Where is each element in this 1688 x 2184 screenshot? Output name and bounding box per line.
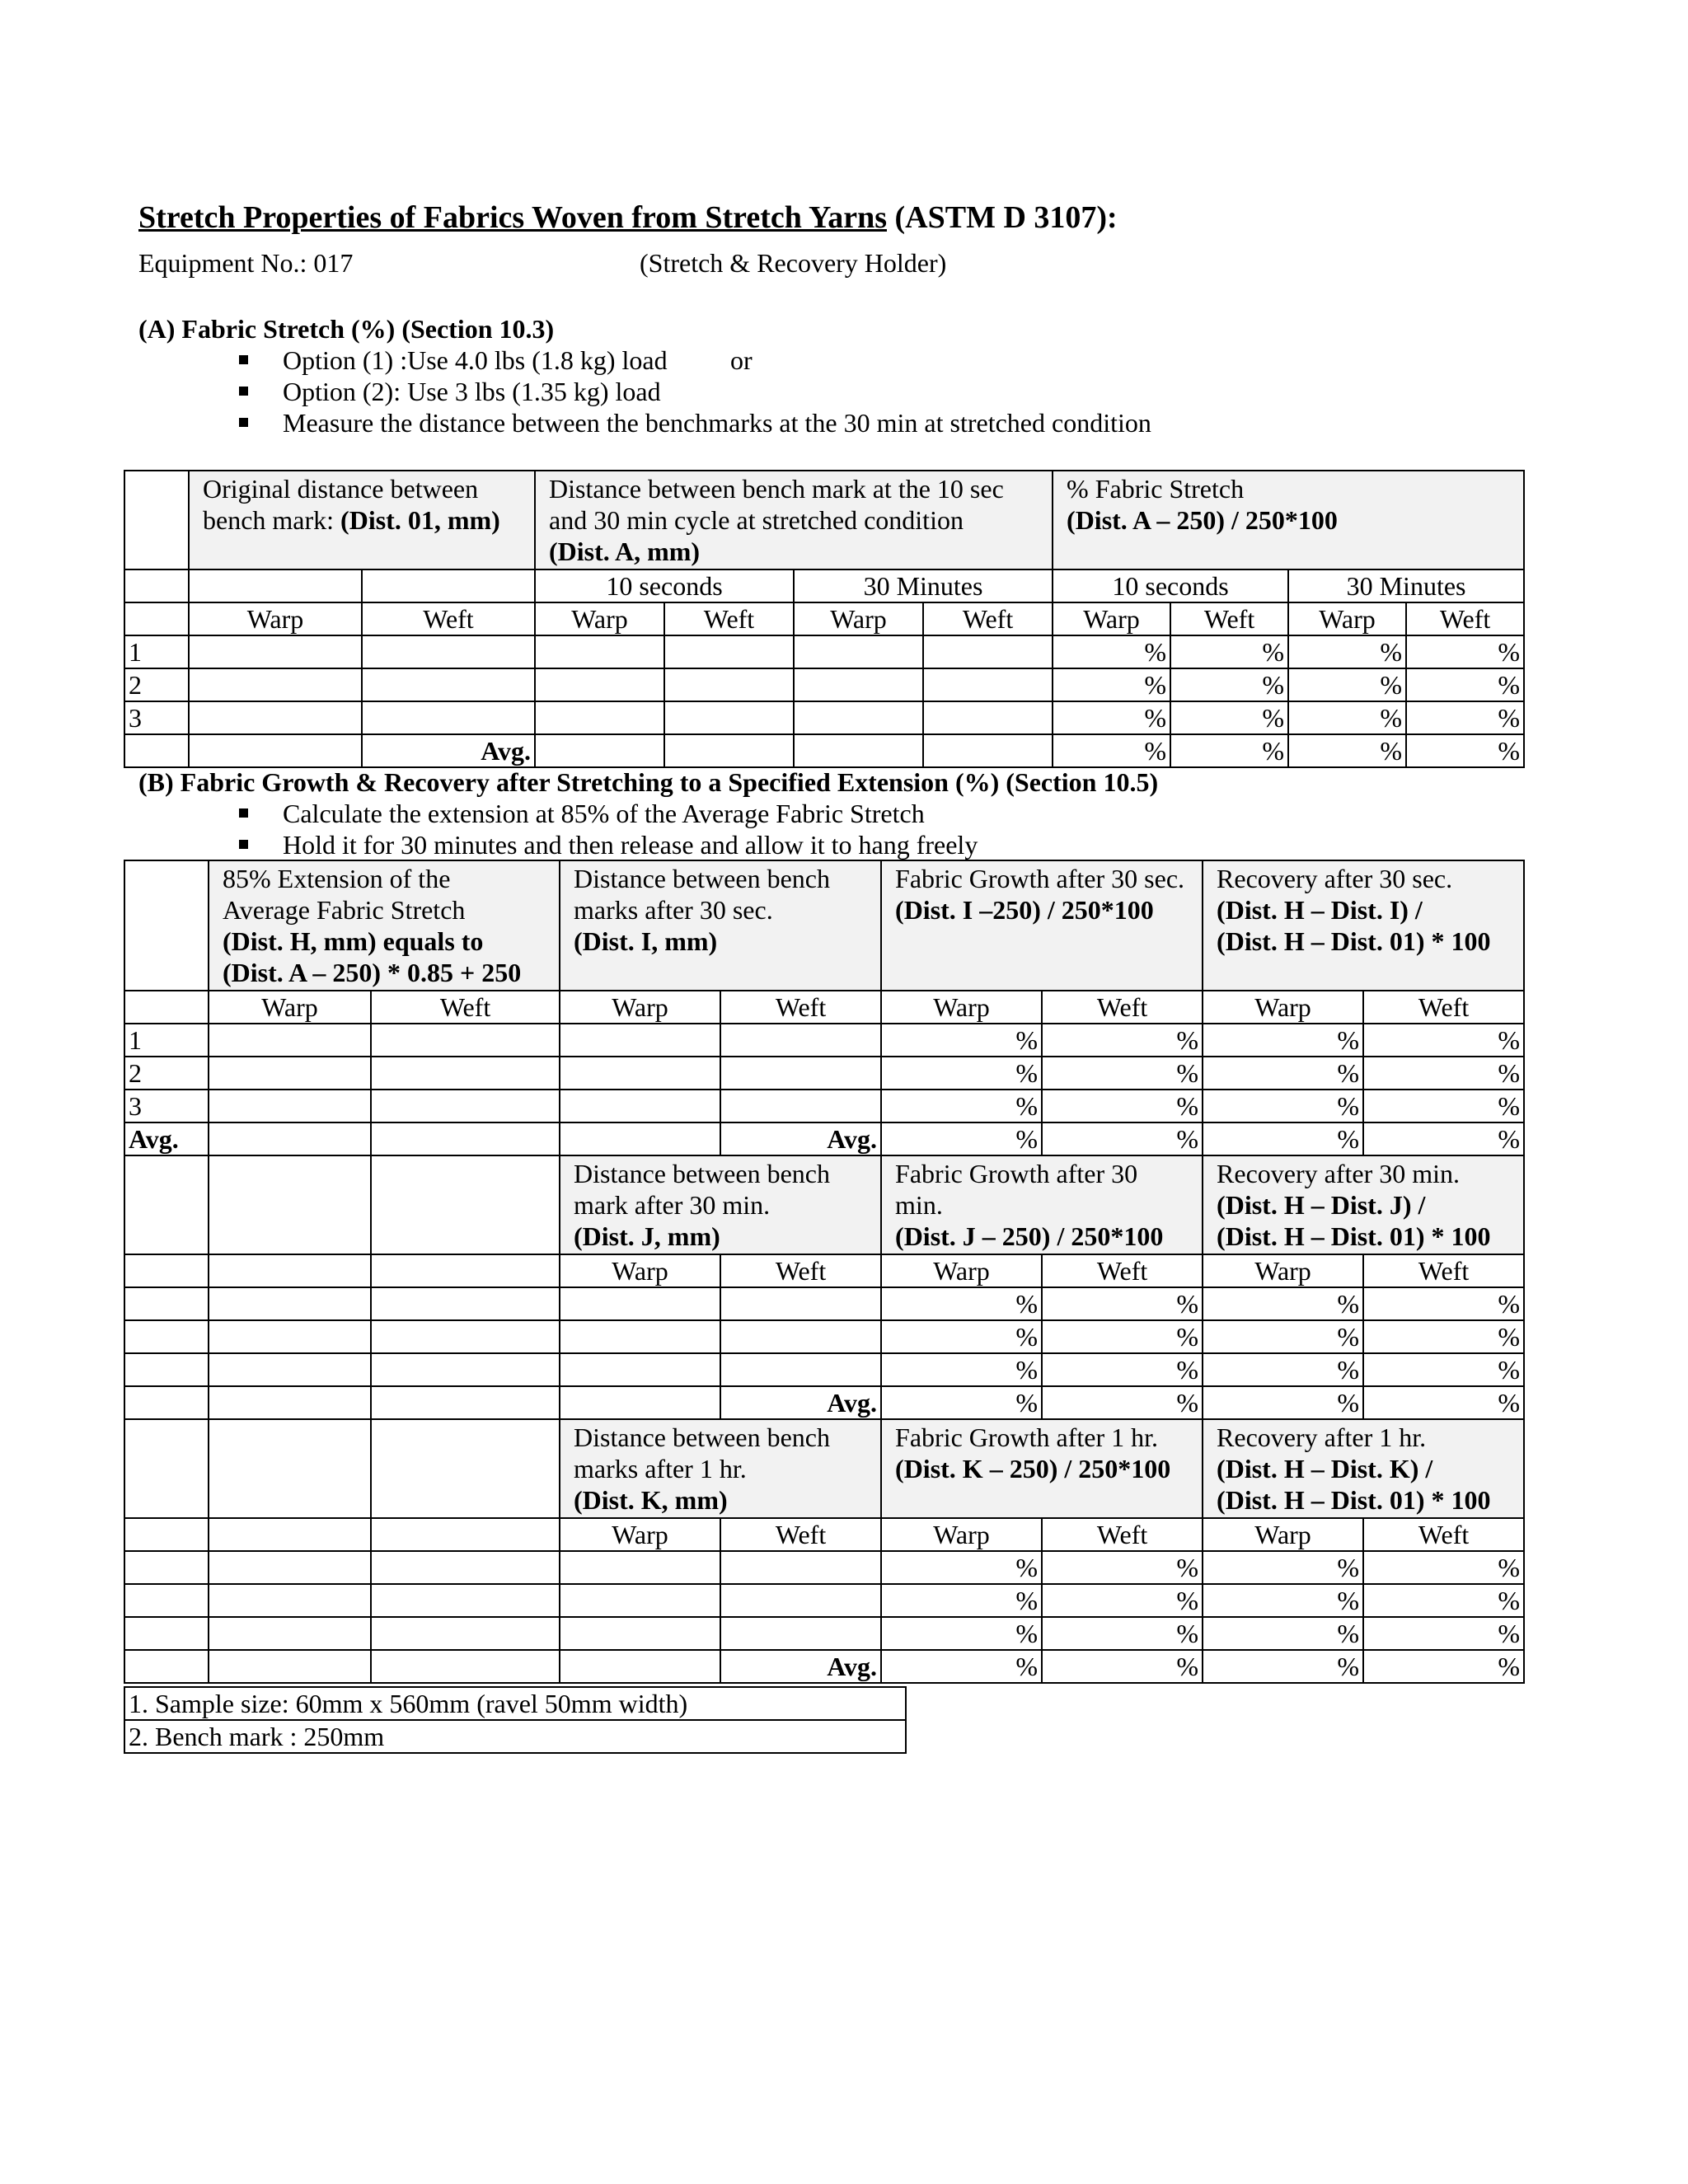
table-cell[interactable] <box>720 1320 881 1353</box>
header-text: Recovery after 30 sec. <box>1217 864 1453 893</box>
table-cell: Warp <box>189 602 362 635</box>
table-cell[interactable] <box>209 1057 371 1090</box>
distance-k-header <box>560 1419 881 1518</box>
table-cell: % <box>1363 1353 1524 1386</box>
header-text: (Dist. H – Dist. I) / <box>1217 895 1423 925</box>
table-cell: % <box>881 1353 1042 1386</box>
table-cell: % <box>1203 1122 1363 1155</box>
section-b-heading: (B) Fabric Growth & Recovery after Stretching to a Specified Extension (%) (Section 10.5) <box>138 767 1159 797</box>
table-cell[interactable] <box>535 734 664 767</box>
table-cell: Avg. <box>362 734 535 767</box>
table-cell: % <box>1363 1551 1524 1584</box>
table-cell: % <box>1363 1584 1524 1617</box>
avg-row <box>124 734 1524 767</box>
table-corner-cell <box>124 471 189 569</box>
table-cell <box>371 1155 560 1254</box>
table-cell: % <box>1203 1024 1363 1057</box>
header-text: (Dist. H – Dist. K) / <box>1217 1454 1433 1483</box>
table-cell <box>209 1122 371 1155</box>
distance-i-header <box>560 860 881 991</box>
table-cell: % <box>1042 1617 1203 1650</box>
table-row <box>124 1320 1524 1353</box>
table-cell: % <box>1042 1024 1203 1057</box>
table-cell[interactable] <box>794 635 923 668</box>
table-cell <box>371 1551 560 1584</box>
bullet-square-icon <box>239 418 248 427</box>
header-text: (Dist. H – Dist. 01) * 100 <box>1217 1485 1491 1515</box>
table-cell <box>209 1254 371 1287</box>
growth-1hr-header <box>881 1419 1203 1518</box>
distance-j-header <box>560 1155 881 1254</box>
table-cell: % <box>1203 1287 1363 1320</box>
growth-30m-header <box>881 1155 1203 1254</box>
header-text: bench mark: <box>203 505 341 535</box>
header-text: (Dist. H – Dist. 01) * 100 <box>1217 1221 1491 1251</box>
table-cell: % <box>1203 1090 1363 1122</box>
header-text: (Dist. A – 250) * 0.85 + 250 <box>223 958 522 987</box>
table-cell <box>124 1584 209 1617</box>
table-cell[interactable] <box>560 1024 720 1057</box>
table-cell: % <box>1042 1584 1203 1617</box>
table-row <box>124 668 1524 701</box>
table-cell: % <box>1203 1650 1363 1683</box>
table-cell: % <box>881 1584 1042 1617</box>
header-text: (Dist. I –250) / 250*100 <box>895 895 1154 925</box>
header-text: (Dist. K, mm) <box>574 1485 728 1515</box>
table-cell <box>209 1320 371 1353</box>
table-cell: % <box>881 1090 1042 1122</box>
avg-row <box>124 1650 1524 1683</box>
table-cell: Weft <box>1363 1518 1524 1551</box>
distance-a-header <box>535 471 1053 569</box>
table-cell <box>124 1353 209 1386</box>
table-header-row <box>124 471 1524 569</box>
table-cell[interactable] <box>560 1057 720 1090</box>
fabric-stretch-header <box>1053 471 1524 569</box>
header-text: Original distance between <box>203 474 479 504</box>
header-text: 85% Extension of the <box>223 864 451 893</box>
table-cell: % <box>1053 668 1170 701</box>
table-cell: Weft <box>362 602 535 635</box>
bullet-square-icon <box>239 355 248 364</box>
table-cell: 1 <box>124 1024 209 1057</box>
table-cell <box>124 602 189 635</box>
section-b-bullet: Calculate the extension at 85% of the Average Fabric Stretch <box>239 798 925 829</box>
section-a-bullet: Measure the distance between the benchmarks at the 30 min at stretched condition <box>239 407 1151 438</box>
table-cell: Weft <box>664 602 794 635</box>
table-cell <box>209 1617 371 1650</box>
table-cell: % <box>1053 734 1170 767</box>
note-bench-mark: 2. Bench mark : 250mm <box>124 1720 906 1753</box>
table-cell: Warp <box>1053 602 1170 635</box>
table-cell: Weft <box>1170 602 1288 635</box>
table-cell <box>371 1320 560 1353</box>
header-text: Distance between bench marks after 1 hr. <box>574 1422 830 1483</box>
table-cell <box>209 1584 371 1617</box>
table-cell: 3 <box>124 1090 209 1122</box>
section-a-heading: (A) Fabric Stretch (%) (Section 10.3) <box>138 314 555 344</box>
header-text: (Dist. I, mm) <box>574 926 718 956</box>
document-title <box>138 199 1118 236</box>
table-cell <box>560 1650 720 1683</box>
table-cell: % <box>1363 1320 1524 1353</box>
header-text: Fabric Growth after 1 hr. <box>895 1422 1159 1452</box>
table-cell <box>209 1551 371 1584</box>
header-text: Recovery after 30 min. <box>1217 1159 1461 1188</box>
dist-a-30m: 30 Minutes <box>794 569 1053 602</box>
table-cell <box>371 1287 560 1320</box>
table-cell[interactable] <box>535 635 664 668</box>
table-cell: Warp <box>535 602 664 635</box>
table-cell: Weft <box>1406 602 1524 635</box>
header-text: Distance between bench mark at the 10 sec and 30 min cycle at stretched condition <box>549 474 1004 535</box>
growth-30s-header <box>881 860 1203 991</box>
table-cell: Warp <box>881 1254 1042 1287</box>
table-row <box>124 1353 1524 1386</box>
table-cell[interactable] <box>371 1024 560 1057</box>
table-cell <box>209 1353 371 1386</box>
table-cell <box>209 1386 371 1419</box>
table-cell: % <box>1406 668 1524 701</box>
table-cell: 1 <box>124 635 189 668</box>
table-cell: % <box>1170 668 1288 701</box>
table-cell[interactable] <box>720 1090 881 1122</box>
table-cell[interactable] <box>794 734 923 767</box>
note-sample-size: 1. Sample size: 60mm x 560mm (ravel 50mm width) <box>124 1687 906 1720</box>
table-cell <box>371 1353 560 1386</box>
table-cell[interactable] <box>362 635 535 668</box>
table-cell: % <box>1042 1386 1203 1419</box>
table-cell: % <box>1170 635 1288 668</box>
table-cell: Warp <box>209 991 371 1024</box>
table-cell: Warp <box>1203 1518 1363 1551</box>
table-cell <box>124 1320 209 1353</box>
table-cell: Avg. <box>124 1122 209 1155</box>
bullet-square-icon <box>239 840 248 849</box>
table-cell <box>124 1155 209 1254</box>
header-text: (Dist. 01, mm) <box>340 505 500 535</box>
table-cell: Weft <box>720 1254 881 1287</box>
table-cell: % <box>1363 1617 1524 1650</box>
table-cell[interactable] <box>720 1551 881 1584</box>
table-cell <box>189 734 362 767</box>
growth-recovery-table <box>124 860 1525 1684</box>
table-cell: % <box>1203 1057 1363 1090</box>
table-cell[interactable] <box>664 734 794 767</box>
table-cell: % <box>1203 1386 1363 1419</box>
table-cell: Weft <box>720 1518 881 1551</box>
notes-table <box>124 1686 907 1754</box>
table-cell[interactable] <box>720 1353 881 1386</box>
table-cell: % <box>1203 1617 1363 1650</box>
table-cell: 2 <box>124 668 189 701</box>
header-text: (Dist. K – 250) / 250*100 <box>895 1454 1171 1483</box>
header-text: % Fabric Stretch <box>1067 474 1245 504</box>
table-cell <box>371 1518 560 1551</box>
table-cell: Weft <box>1042 1254 1203 1287</box>
fabric-stretch-table <box>124 470 1525 768</box>
table-cell[interactable] <box>664 701 794 734</box>
table-cell: % <box>1363 1024 1524 1057</box>
table-cell <box>124 1617 209 1650</box>
header-text: (Dist. A, mm) <box>549 537 701 566</box>
holder-label: (Stretch & Recovery Holder) <box>640 248 947 278</box>
table-cell[interactable] <box>794 701 923 734</box>
table-cell <box>124 1419 209 1518</box>
table-cell <box>124 1551 209 1584</box>
table-cell: % <box>1203 1320 1363 1353</box>
dist-a-10s: 10 seconds <box>535 569 794 602</box>
table-cell: % <box>1363 1057 1524 1090</box>
table-cell <box>560 1122 720 1155</box>
table-cell: % <box>881 1024 1042 1057</box>
table-cell[interactable] <box>189 635 362 668</box>
table-cell <box>124 1518 209 1551</box>
table-cell: % <box>1042 1057 1203 1090</box>
table-cell: % <box>881 1551 1042 1584</box>
table-cell[interactable] <box>923 734 1053 767</box>
title-underlined: Stretch Properties of Fabrics Woven from Stretch Yarns <box>138 200 887 235</box>
table-cell[interactable] <box>720 1584 881 1617</box>
table-cell[interactable] <box>560 1617 720 1650</box>
block-header-row <box>124 1419 1524 1518</box>
section-b-bullet: Hold it for 30 minutes and then release and allow it to hang freely <box>239 829 978 860</box>
table-cell <box>209 1287 371 1320</box>
table-cell: % <box>1170 734 1288 767</box>
table-cell[interactable] <box>794 668 923 701</box>
table-cell: Weft <box>720 991 881 1024</box>
table-cell[interactable] <box>371 1090 560 1122</box>
table-cell <box>371 1584 560 1617</box>
table-cell <box>371 1650 560 1683</box>
table-cell: % <box>1203 1551 1363 1584</box>
table-cell: % <box>1288 734 1406 767</box>
table-cell: Weft <box>1363 1254 1524 1287</box>
table-cell[interactable] <box>720 1287 881 1320</box>
table-row <box>124 1584 1524 1617</box>
section-a-bullet: Option (2): Use 3 lbs (1.35 kg) load <box>239 376 661 407</box>
header-text: (Dist. H, mm) equals to <box>223 926 484 956</box>
table-cell: 2 <box>124 1057 209 1090</box>
table-cell: % <box>881 1320 1042 1353</box>
table-cell: % <box>1042 1122 1203 1155</box>
table-cell: % <box>1053 701 1170 734</box>
table-cell: Warp <box>1288 602 1406 635</box>
table-row <box>124 701 1524 734</box>
table-cell: Warp <box>1203 991 1363 1024</box>
header-text: Fabric Growth after 30 sec. <box>895 864 1185 893</box>
table-cell: % <box>1203 1584 1363 1617</box>
table-cell[interactable] <box>209 1090 371 1122</box>
table-cell <box>362 569 535 602</box>
table-row <box>124 635 1524 668</box>
table-cell <box>124 860 209 991</box>
header-text: (Dist. H – Dist. 01) * 100 <box>1217 926 1491 956</box>
table-cell: % <box>1042 1353 1203 1386</box>
table-cell: Weft <box>371 991 560 1024</box>
table-cell: Warp <box>1203 1254 1363 1287</box>
header-text: (Dist. A – 250) / 250*100 <box>1067 505 1338 535</box>
table-cell <box>371 1386 560 1419</box>
table-cell <box>189 569 362 602</box>
table-cell: % <box>1406 635 1524 668</box>
stretch-30m: 30 Minutes <box>1288 569 1524 602</box>
warp-weft-row <box>124 1254 1524 1287</box>
bullet-square-icon <box>239 808 248 818</box>
table-cell[interactable] <box>923 635 1053 668</box>
table-cell[interactable] <box>189 668 362 701</box>
table-row <box>124 1551 1524 1584</box>
table-cell <box>124 569 189 602</box>
avg-row <box>124 1122 1524 1155</box>
equipment-number: Equipment No.: 017 <box>138 248 354 278</box>
table-cell: Weft <box>1363 991 1524 1024</box>
table-cell <box>124 734 189 767</box>
table-cell: Avg. <box>720 1122 881 1155</box>
table-cell: % <box>1363 1386 1524 1419</box>
table-cell[interactable] <box>535 701 664 734</box>
table-cell: % <box>1042 1320 1203 1353</box>
table-cell: Warp <box>560 1254 720 1287</box>
table-cell[interactable] <box>923 701 1053 734</box>
table-cell: % <box>1053 635 1170 668</box>
table-cell <box>209 1518 371 1551</box>
table-cell: % <box>1406 701 1524 734</box>
table-row <box>124 1090 1524 1122</box>
table-cell: % <box>881 1287 1042 1320</box>
table-cell: % <box>1288 701 1406 734</box>
table-cell[interactable] <box>720 1617 881 1650</box>
table-cell: % <box>1363 1650 1524 1683</box>
warp-weft-row <box>124 1518 1524 1551</box>
table-cell[interactable] <box>209 1024 371 1057</box>
table-cell <box>124 1287 209 1320</box>
header-text: (Dist. J – 250) / 250*100 <box>895 1221 1164 1251</box>
table-cell: Weft <box>1042 991 1203 1024</box>
table-cell <box>371 1617 560 1650</box>
table-cell <box>124 1650 209 1683</box>
table-cell[interactable] <box>189 701 362 734</box>
table-cell[interactable] <box>923 668 1053 701</box>
header-text: Recovery after 1 hr. <box>1217 1422 1427 1452</box>
table-cell: % <box>881 1650 1042 1683</box>
header-text: Distance between bench marks after 30 sec. <box>574 864 830 925</box>
table-cell <box>209 1155 371 1254</box>
section-a-bullet: Option (1) :Use 4.0 lbs (1.8 kg) load <box>239 344 668 376</box>
table-cell <box>124 991 209 1024</box>
table-cell: Warp <box>560 991 720 1024</box>
table-cell <box>371 1122 560 1155</box>
table-cell: % <box>1042 1650 1203 1683</box>
extension-header <box>209 860 560 991</box>
header-text: (Dist. J, mm) <box>574 1221 720 1251</box>
table-cell: % <box>881 1057 1042 1090</box>
table-row <box>124 1057 1524 1090</box>
table-cell: Warp <box>794 602 923 635</box>
table-cell[interactable] <box>664 668 794 701</box>
header-text: Distance between bench mark after 30 min. <box>574 1159 830 1220</box>
table-cell: % <box>1363 1287 1524 1320</box>
table-cell[interactable] <box>362 701 535 734</box>
table-cell: % <box>1363 1090 1524 1122</box>
table-cell: 3 <box>124 701 189 734</box>
table-cell[interactable] <box>560 1320 720 1353</box>
table-cell <box>124 1386 209 1419</box>
table-cell[interactable] <box>535 668 664 701</box>
option-or: or <box>730 345 753 375</box>
recovery-1hr-header <box>1203 1419 1524 1518</box>
table-cell: % <box>1288 668 1406 701</box>
table-cell[interactable] <box>560 1090 720 1122</box>
table-cell: Weft <box>923 602 1053 635</box>
table-cell <box>371 1419 560 1518</box>
table-cell: % <box>1203 1353 1363 1386</box>
table-cell: Weft <box>1042 1518 1203 1551</box>
bullet-square-icon <box>239 387 248 396</box>
table-cell[interactable] <box>560 1551 720 1584</box>
table-cell[interactable] <box>720 1057 881 1090</box>
table-cell: % <box>1042 1287 1203 1320</box>
table-cell: Warp <box>560 1518 720 1551</box>
title-suffix: (ASTM D 3107): <box>887 200 1118 235</box>
table-cell[interactable] <box>720 1024 881 1057</box>
table-row <box>124 1287 1524 1320</box>
table-cell <box>209 1650 371 1683</box>
table-cell: Warp <box>881 991 1042 1024</box>
avg-row <box>124 1386 1524 1419</box>
table-cell: % <box>1406 734 1524 767</box>
table-cell[interactable] <box>371 1057 560 1090</box>
warp-weft-row <box>124 602 1524 635</box>
table-cell: % <box>881 1617 1042 1650</box>
table-cell[interactable] <box>560 1584 720 1617</box>
table-cell: % <box>881 1122 1042 1155</box>
table-cell[interactable] <box>560 1287 720 1320</box>
table-cell: % <box>1288 635 1406 668</box>
header-text: Fabric Growth after 30 min. <box>895 1159 1138 1220</box>
recovery-30s-header <box>1203 860 1524 991</box>
table-cell: % <box>881 1386 1042 1419</box>
recovery-30m-header <box>1203 1155 1524 1254</box>
table-cell <box>124 1254 209 1287</box>
block-header-row <box>124 860 1524 991</box>
block-header-row <box>124 1155 1524 1254</box>
table-cell[interactable] <box>664 635 794 668</box>
table-row <box>124 1617 1524 1650</box>
table-cell <box>560 1386 720 1419</box>
table-cell[interactable] <box>560 1353 720 1386</box>
table-cell[interactable] <box>362 668 535 701</box>
stretch-10s: 10 seconds <box>1053 569 1288 602</box>
table-cell: % <box>1042 1551 1203 1584</box>
table-row <box>124 1024 1524 1057</box>
warp-weft-row <box>124 991 1524 1024</box>
table-cell: Avg. <box>720 1650 881 1683</box>
table-cell: Avg. <box>720 1386 881 1419</box>
header-text: Average Fabric Stretch <box>223 895 466 925</box>
table-cell <box>209 1419 371 1518</box>
header-text: (Dist. H – Dist. J) / <box>1217 1190 1426 1220</box>
table-subheader-row <box>124 569 1524 602</box>
table-cell: % <box>1170 701 1288 734</box>
table-cell: % <box>1363 1122 1524 1155</box>
table-cell: Warp <box>881 1518 1042 1551</box>
table-cell: % <box>1042 1090 1203 1122</box>
table-cell <box>371 1254 560 1287</box>
original-distance-header <box>189 471 535 569</box>
